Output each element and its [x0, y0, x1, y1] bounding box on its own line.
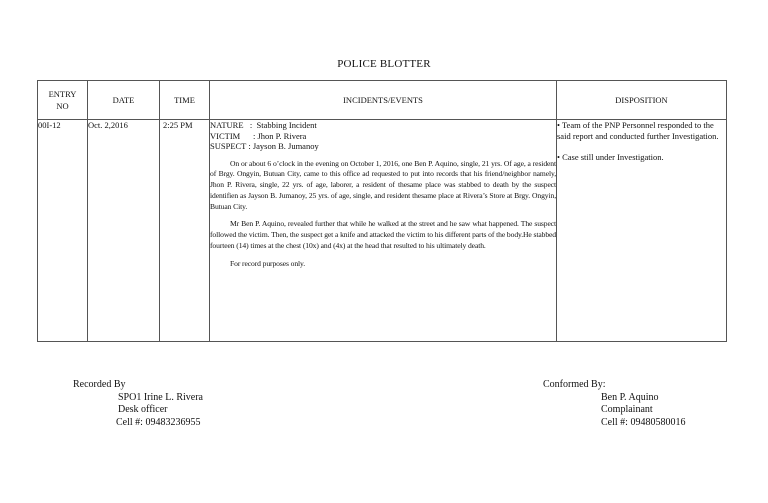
- incidents-cell: [210, 120, 557, 342]
- disposition-item-1: • Team of the PNP Personnel responded to the said report and conducted further Investigation.: [557, 120, 719, 141]
- disposition-cell: [557, 120, 727, 342]
- table-row: [38, 120, 727, 342]
- header-disposition: DISPOSITION: [557, 81, 727, 120]
- header-entry-no-line2: NO: [56, 101, 69, 111]
- narrative-paragraph-1: On or about 6 o’clock in the evening on October 1, 2016, one Ben P. Aquino, single, 21 yrs. Of age, a resident of Brgy. Ongyin, Butuan City, came to this office ad requested to put into records that his friend/neighbor namely, Jhon P. Rivera, single, 22 yrs. of age, laborer, a resident of thesame place was stabbed to death by the suspect identifien as Jayson B. Jumanoy, 25 yrs. of age, single, and resident thesame place at Rivera’s Store at Brgy. Ongyin, Butuan City.: [210, 158, 556, 211]
- recorded-by-name: SPO1 Irine L. Rivera: [118, 391, 203, 403]
- victim-line: VICTIM : Jhon P. Rivera: [210, 130, 307, 141]
- recorded-by-cell: Cell #: 09483236955: [116, 416, 201, 428]
- conformed-by-label: Conformed By:: [543, 379, 606, 390]
- recorded-by-label: Recorded By: [73, 379, 126, 390]
- conformed-by-position: Complainant: [601, 404, 653, 415]
- disposition-item-2: • Case still under Investigation.: [557, 152, 664, 162]
- recorded-by-block: [73, 379, 203, 429]
- recorded-by-position: Desk officer: [118, 404, 168, 415]
- time-value: 2:25 PM: [163, 120, 193, 130]
- header-date: DATE: [88, 81, 160, 120]
- time-cell: [160, 120, 210, 342]
- conformed-by-name: Ben P. Aquino: [601, 391, 659, 403]
- document-title: POLICE BLOTTER: [337, 58, 431, 70]
- entry-no-value: 00I-12: [38, 120, 61, 130]
- entry-no-cell: [38, 120, 88, 342]
- suspect-line: SUSPECT : Jayson B. Jumanoy: [210, 141, 319, 151]
- conformed-by-block: [543, 379, 685, 429]
- nature-line: NATURE : Stabbing Incident: [210, 120, 317, 130]
- date-value: Oct. 2,2016: [88, 120, 128, 130]
- narrative-paragraph-3: For record purposes only.: [230, 258, 306, 268]
- header-entry-no-line1: ENTRY: [48, 89, 77, 99]
- header-entry-no: [38, 81, 88, 120]
- narrative-paragraph-2: Mr Ben P. Aquino, revealed further that while he walked at the street and he saw what happened. The suspect followed the victim. Then, the suspect get a knife and attacked the victim to his different parts of the body.He stabbed fourteen (14) times at the chest (10x) and (4x) at the head that resulted to his ultimately death.: [210, 219, 556, 251]
- table-header-row: [38, 81, 727, 120]
- date-cell: [88, 120, 160, 342]
- header-incidents: INCIDENTS/EVENTS: [210, 81, 557, 120]
- header-time: TIME: [160, 81, 210, 120]
- blotter-table: [37, 80, 727, 342]
- incident-summary: [210, 120, 556, 152]
- conformed-by-cell: Cell #: 09480580016: [601, 416, 686, 428]
